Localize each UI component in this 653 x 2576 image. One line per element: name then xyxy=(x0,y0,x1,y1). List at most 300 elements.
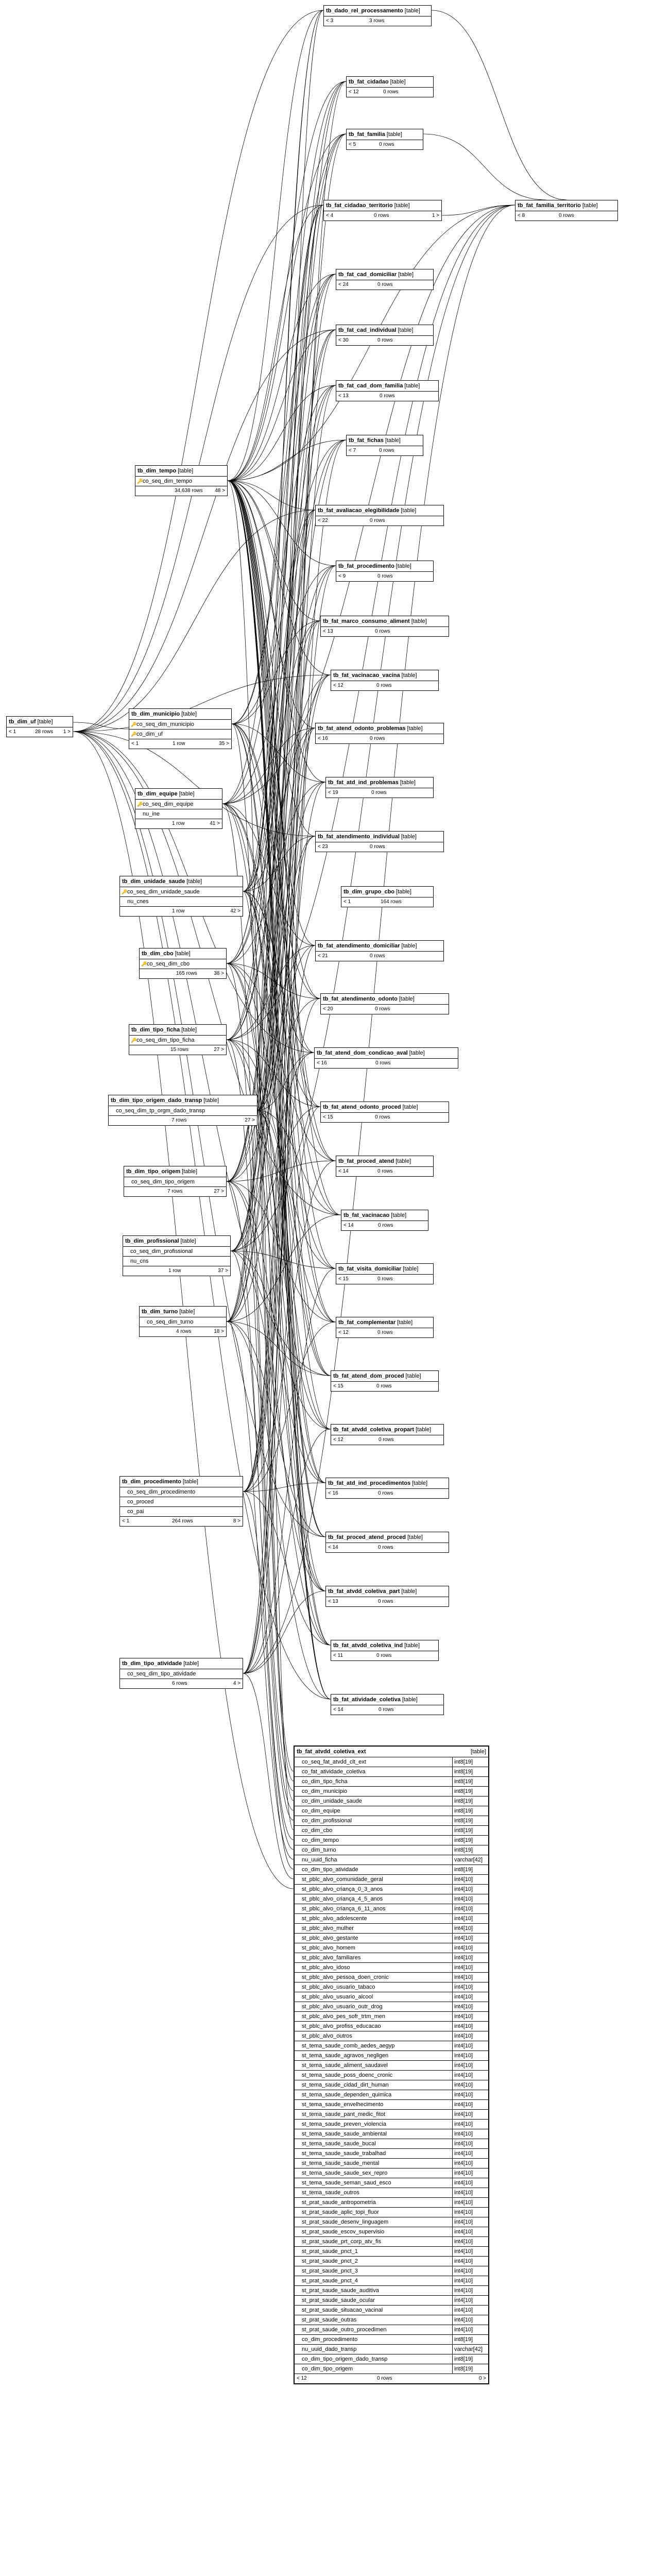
column-row[interactable] xyxy=(295,1855,488,1865)
table-name-text[interactable]: tb_fat_atvdd_coletiva_propart xyxy=(333,1427,415,1433)
column-row[interactable] xyxy=(295,1816,488,1825)
row-count: 28 rows xyxy=(35,729,54,735)
parents-count[interactable]: < 30 xyxy=(338,337,349,343)
table-name-text[interactable]: tb_fat_vacinacao_vacina xyxy=(333,672,400,679)
table-name-text[interactable]: tb_dim_equipe xyxy=(138,791,178,797)
column-row[interactable] xyxy=(135,799,222,809)
table-name[interactable] xyxy=(129,1025,226,1035)
table-name-text[interactable]: tb_fat_atendimento_individual xyxy=(318,834,400,840)
table-name[interactable] xyxy=(140,948,226,959)
column-row[interactable] xyxy=(295,2158,488,2168)
column-row[interactable] xyxy=(295,1786,488,1796)
table-name[interactable] xyxy=(336,1317,433,1328)
column-type: int4[10] xyxy=(452,2120,488,2129)
parents-count[interactable]: < 15 xyxy=(333,1383,343,1389)
row-count: 0 rows xyxy=(378,1223,393,1228)
parents-count[interactable]: < 24 xyxy=(338,282,349,287)
parents-count[interactable]: < 3 xyxy=(326,18,334,24)
table-name-text[interactable]: tb_fat_complementar xyxy=(338,1319,396,1326)
column-row[interactable] xyxy=(124,1177,226,1187)
table-name[interactable] xyxy=(315,1048,458,1058)
table-vacinacao[interactable] xyxy=(341,1210,428,1231)
column-row[interactable] xyxy=(295,1933,488,1943)
table-name-text[interactable]: tb_fat_proced_atend xyxy=(338,1158,394,1164)
table-name-text[interactable]: tb_fat_atd_ind_problemas xyxy=(328,779,399,786)
parents-count[interactable]: < 4 xyxy=(326,213,334,218)
table-proced[interactable] xyxy=(336,561,434,582)
column-row[interactable] xyxy=(295,2295,488,2305)
column-row[interactable] xyxy=(295,2266,488,2276)
parents-count[interactable]: < 13 xyxy=(323,629,333,634)
table-name[interactable] xyxy=(316,941,443,951)
table-name-text[interactable]: tb_dim_tipo_ficha xyxy=(131,1027,180,1033)
column-row[interactable] xyxy=(295,2334,488,2344)
column-row[interactable] xyxy=(295,1913,488,1923)
parents-count[interactable]: < 20 xyxy=(323,1006,333,1012)
parents-count[interactable]: < 5 xyxy=(349,142,356,147)
column-row[interactable] xyxy=(295,1835,488,1845)
table-fat-atvdd-coletiva-ext[interactable] xyxy=(294,1745,489,2384)
table-name-text[interactable]: tb_dim_tipo_origem_dado_transp xyxy=(111,1097,202,1104)
column-row[interactable] xyxy=(295,2119,488,2129)
table-aten-dom-cond[interactable] xyxy=(314,1047,458,1069)
parents-count[interactable]: < 12 xyxy=(338,1330,349,1335)
column-row[interactable] xyxy=(295,1796,488,1806)
column-name: st_tema_saude_pant_medic_fitot xyxy=(302,2111,386,2117)
table-proced-atend[interactable] xyxy=(336,1156,434,1177)
children-count[interactable]: 41 > xyxy=(210,821,220,826)
parents-count[interactable]: < 12 xyxy=(333,1437,343,1443)
parents-count[interactable]: < 19 xyxy=(328,790,338,795)
table-name[interactable] xyxy=(331,1425,443,1435)
parents-count[interactable]: < 1 xyxy=(343,899,351,905)
table-name[interactable] xyxy=(7,717,73,727)
table-atv-col-prop[interactable] xyxy=(331,1424,444,1445)
row-count: 0 rows xyxy=(379,1707,394,1713)
column-row[interactable] xyxy=(295,2188,488,2197)
column-row[interactable] xyxy=(295,2050,488,2060)
table-dim-uf[interactable] xyxy=(6,716,73,737)
children-count[interactable]: 35 > xyxy=(219,741,229,747)
column-row[interactable] xyxy=(295,1806,488,1816)
table-name-text[interactable]: tb_dim_tempo xyxy=(138,468,177,474)
table-name[interactable] xyxy=(347,77,433,87)
table-name-text[interactable]: tb_fat_atvdd_coletiva_ind xyxy=(333,1642,403,1649)
table-name[interactable] xyxy=(123,1236,230,1246)
column-name: co_seq_dim_municipio xyxy=(136,721,194,727)
children-count[interactable]: 18 > xyxy=(214,1329,224,1334)
column-row[interactable] xyxy=(120,1487,243,1497)
table-name-text[interactable]: tb_fat_atend_odonto_proced xyxy=(323,1104,401,1110)
table-name-text[interactable]: tb_fat_familia_territorio xyxy=(518,202,581,209)
table-name-text[interactable]: tb_dim_tipo_atividade xyxy=(122,1660,182,1667)
table-name[interactable] xyxy=(324,6,431,16)
table-name-text[interactable]: tb_dim_uf xyxy=(9,719,36,725)
table-name-text[interactable]: tb_fat_atend_dom_condicao_aval xyxy=(317,1050,408,1056)
children-count[interactable]: 48 > xyxy=(215,488,225,494)
table-name-text[interactable]: tb_fat_atend_odonto_problemas xyxy=(318,725,406,732)
table-name-text[interactable]: tb_dim_municipio xyxy=(131,711,180,717)
table-name[interactable] xyxy=(341,1210,428,1221)
column-row[interactable] xyxy=(295,2256,488,2266)
table-name[interactable] xyxy=(140,1307,226,1317)
column-row[interactable] xyxy=(295,2139,488,2148)
column-name: st_prat_saude_outro_procedimen xyxy=(302,2327,387,2333)
table-name[interactable] xyxy=(324,200,441,211)
column-row[interactable] xyxy=(295,2109,488,2119)
children-count[interactable]: 27 > xyxy=(245,1117,255,1123)
table-name[interactable] xyxy=(120,1658,243,1669)
column-row[interactable] xyxy=(295,2325,488,2334)
table-name[interactable] xyxy=(336,381,438,391)
column-row[interactable] xyxy=(135,809,222,819)
column-row[interactable] xyxy=(295,2207,488,2217)
children-count[interactable]: 4 > xyxy=(233,1681,240,1686)
parents-count[interactable]: < 16 xyxy=(328,1490,338,1496)
children-count[interactable]: 0 > xyxy=(478,2376,486,2381)
children-count[interactable]: 8 > xyxy=(233,1518,240,1524)
column-row[interactable] xyxy=(129,719,231,729)
column-row[interactable] xyxy=(120,896,243,906)
table-fam-terr[interactable] xyxy=(515,200,618,221)
parents-count[interactable]: < 13 xyxy=(328,1599,338,1604)
relationship-line xyxy=(243,621,320,1492)
column-name: st_tema_saude_outros xyxy=(302,2190,359,2196)
table-name-text[interactable]: tb_fat_visita_domiciliar xyxy=(338,1266,402,1272)
parents-count[interactable]: < 12 xyxy=(349,89,359,95)
column-row[interactable] xyxy=(295,1776,488,1786)
table-name-text[interactable]: tb_fat_atvdd_coletiva_ext xyxy=(297,1749,366,1755)
table-name[interactable] xyxy=(331,670,438,681)
column-row[interactable] xyxy=(295,1904,488,1913)
column-row[interactable] xyxy=(295,2364,488,2374)
parents-count[interactable]: < 14 xyxy=(343,1223,354,1228)
table-dim-tipo-origem[interactable] xyxy=(124,1166,227,1197)
column-row[interactable] xyxy=(295,1953,488,1962)
column-name: co_dim_tempo xyxy=(302,1837,339,1843)
table-name-text[interactable]: tb_fat_atd_ind_procedimentos xyxy=(328,1480,411,1486)
parents-count[interactable]: < 14 xyxy=(333,1707,343,1713)
table-name[interactable] xyxy=(135,466,227,476)
table-name-text[interactable]: tb_dado_rel_processamento xyxy=(326,8,403,14)
children-count[interactable]: 38 > xyxy=(214,971,224,976)
table-cid-terr[interactable] xyxy=(323,200,442,221)
column-row[interactable] xyxy=(295,2060,488,2070)
table-name[interactable] xyxy=(316,723,443,734)
column-row[interactable] xyxy=(120,887,243,896)
table-name[interactable] xyxy=(326,1586,449,1597)
column-row[interactable] xyxy=(120,1497,243,1506)
table-name[interactable] xyxy=(120,1477,243,1487)
row-count: 0 rows xyxy=(376,1383,392,1389)
table-name-text[interactable]: tb_fat_cad_dom_familia xyxy=(338,383,403,389)
parents-count[interactable]: < 14 xyxy=(338,1168,349,1174)
column-name: st_tema_saude_envelhecimento xyxy=(302,2102,384,2108)
table-name-text[interactable]: tb_fat_marco_consumo_aliment xyxy=(323,618,410,624)
table-type-label: [table] xyxy=(181,1027,197,1033)
key-icon: 🔑 xyxy=(131,1038,137,1043)
column-row[interactable] xyxy=(295,1972,488,1982)
children-count[interactable]: 42 > xyxy=(230,908,240,914)
table-name-text[interactable]: tb_fat_cidadao xyxy=(349,79,389,85)
table-dim-tipo-orig-dado[interactable] xyxy=(108,1095,257,1126)
parents-count[interactable]: < 1 xyxy=(131,741,139,747)
column-type: int8[19] xyxy=(452,1806,488,1816)
parents-count[interactable]: < 8 xyxy=(518,213,525,218)
column-row[interactable] xyxy=(120,1669,243,1679)
table-name[interactable] xyxy=(341,887,433,897)
table-dim-turno[interactable] xyxy=(139,1306,227,1337)
column-row[interactable] xyxy=(295,2344,488,2354)
table-name-text[interactable]: tb_fat_atendimento_domiciliar xyxy=(318,943,400,949)
table-name[interactable] xyxy=(331,1694,443,1705)
column-row[interactable] xyxy=(295,2227,488,2236)
parents-count[interactable]: < 21 xyxy=(318,953,328,959)
table-aten-odon[interactable] xyxy=(320,993,449,1014)
table-name[interactable] xyxy=(336,269,433,280)
table-name-text[interactable]: tb_dim_profissional xyxy=(125,1238,179,1244)
table-aten-ind[interactable] xyxy=(315,831,444,852)
table-name[interactable] xyxy=(316,832,443,842)
table-name[interactable] xyxy=(347,435,423,446)
column-row[interactable] xyxy=(295,1894,488,1904)
column-row[interactable] xyxy=(295,2031,488,2041)
column-row[interactable] xyxy=(295,1825,488,1835)
table-name[interactable] xyxy=(321,1102,449,1112)
column-row[interactable] xyxy=(120,1506,243,1516)
column-row[interactable] xyxy=(295,2168,488,2178)
table-name-text[interactable]: tb_dim_cbo xyxy=(142,951,174,957)
table-name-text[interactable]: tb_fat_atvdd_coletiva_part xyxy=(328,1588,400,1595)
table-name-text[interactable]: tb_fat_avaliacao_elegibilidade xyxy=(318,507,400,514)
table-name-text[interactable]: tb_fat_cidadao_territorio xyxy=(326,202,393,209)
column-row[interactable] xyxy=(295,2354,488,2364)
column-row[interactable] xyxy=(295,2090,488,2099)
table-fichas[interactable] xyxy=(346,435,423,456)
table-cidadao[interactable] xyxy=(346,76,434,97)
table-name[interactable] xyxy=(336,561,433,571)
table-dim-tipo-ficha[interactable] xyxy=(129,1024,227,1055)
table-name[interactable] xyxy=(295,1747,488,1757)
table-dim-unid[interactable] xyxy=(119,876,243,917)
parents-count[interactable]: < 13 xyxy=(338,393,349,399)
column-row[interactable] xyxy=(295,2315,488,2325)
column-row[interactable] xyxy=(295,2197,488,2207)
column-row[interactable] xyxy=(295,1757,488,1767)
table-atd-ind-prob[interactable] xyxy=(325,777,434,798)
table-dim-tipo-ativ[interactable] xyxy=(119,1658,243,1689)
column-row[interactable] xyxy=(123,1246,230,1256)
column-row[interactable] xyxy=(295,2148,488,2158)
parents-count[interactable]: < 11 xyxy=(333,1653,343,1658)
table-dado-rel[interactable] xyxy=(323,5,432,26)
table-name-text[interactable]: tb_dim_unidade_saude xyxy=(122,878,185,885)
table-marco[interactable] xyxy=(320,616,449,637)
table-cad-dom-fam[interactable] xyxy=(336,380,439,401)
table-name[interactable] xyxy=(135,789,222,799)
table-atv-col-part[interactable] xyxy=(325,1586,449,1607)
parents-count[interactable]: < 23 xyxy=(318,844,328,850)
table-name[interactable] xyxy=(326,1532,449,1543)
table-familia[interactable] xyxy=(346,129,423,150)
table-atd-ind-proced[interactable] xyxy=(325,1478,449,1499)
table-name[interactable] xyxy=(331,1640,438,1651)
table-dim-tempo[interactable] xyxy=(135,465,228,496)
column-row[interactable] xyxy=(295,2002,488,2011)
table-name[interactable] xyxy=(321,616,449,626)
children-count[interactable]: 27 > xyxy=(214,1047,224,1053)
table-cad-dom[interactable] xyxy=(336,269,434,290)
children-count[interactable]: 27 > xyxy=(214,1189,224,1194)
table-name-text[interactable]: tb_fat_vacinacao xyxy=(343,1212,390,1218)
column-row[interactable] xyxy=(140,959,226,969)
table-name[interactable] xyxy=(129,709,231,719)
table-name[interactable] xyxy=(336,1156,433,1166)
table-aval-eleg[interactable] xyxy=(315,505,444,526)
column-row[interactable] xyxy=(295,2080,488,2090)
column-row[interactable] xyxy=(295,2276,488,2285)
table-dim-mun[interactable] xyxy=(129,708,232,749)
column-row[interactable] xyxy=(295,1943,488,1953)
table-name[interactable] xyxy=(515,200,617,211)
table-visita-dom[interactable] xyxy=(336,1263,434,1284)
column-row[interactable] xyxy=(295,1884,488,1894)
column-row[interactable] xyxy=(295,2021,488,2031)
table-atv-col[interactable] xyxy=(331,1694,444,1715)
table-name[interactable] xyxy=(326,1478,449,1488)
column-name: co_dim_unidade_saude xyxy=(302,1798,362,1804)
column-row[interactable] xyxy=(295,2217,488,2227)
table-name[interactable] xyxy=(124,1166,226,1177)
parents-count[interactable]: < 12 xyxy=(333,683,343,688)
table-footer xyxy=(321,1112,449,1122)
column-row[interactable] xyxy=(295,1982,488,1992)
table-dim-cbo[interactable] xyxy=(139,948,227,979)
parents-count[interactable]: < 7 xyxy=(349,448,356,453)
column-name: co_seq_dim_profissional xyxy=(130,1248,193,1255)
table-name-text[interactable]: tb_dim_turno xyxy=(142,1309,178,1315)
table-cad-ind[interactable] xyxy=(336,325,434,346)
table-name-text[interactable]: tb_fat_cad_individual xyxy=(338,327,397,333)
column-row[interactable] xyxy=(295,1865,488,1874)
table-name-text[interactable]: tb_fat_familia xyxy=(349,131,385,138)
column-type: int8[19] xyxy=(452,1826,488,1835)
column-row[interactable] xyxy=(295,1923,488,1933)
column-row[interactable] xyxy=(295,2246,488,2256)
parents-count[interactable]: < 1 xyxy=(122,1518,130,1524)
table-dim-prof[interactable] xyxy=(123,1235,231,1276)
table-name[interactable] xyxy=(347,129,423,140)
table-name[interactable] xyxy=(336,325,433,335)
parents-count[interactable]: < 15 xyxy=(338,1276,349,1282)
table-dim-grupo-cbo[interactable] xyxy=(341,886,434,907)
table-name-text[interactable]: tb_fat_proced_atend_proced xyxy=(328,1534,406,1540)
table-name-text[interactable]: tb_dim_procedimento xyxy=(122,1479,181,1485)
parents-count[interactable]: < 22 xyxy=(318,518,328,523)
children-count[interactable]: 37 > xyxy=(218,1268,228,1274)
table-name-text[interactable]: tb_dim_grupo_cbo xyxy=(343,889,395,895)
column-row[interactable] xyxy=(295,2011,488,2021)
column-row[interactable] xyxy=(295,2070,488,2080)
column-row[interactable] xyxy=(135,476,227,486)
parents-count[interactable]: < 15 xyxy=(323,1114,333,1120)
children-count[interactable]: 1 > xyxy=(63,729,71,735)
column-row[interactable] xyxy=(295,1992,488,2002)
table-name[interactable] xyxy=(109,1095,257,1106)
table-name[interactable] xyxy=(316,505,443,516)
table-name-text[interactable]: tb_fat_fichas xyxy=(349,437,384,444)
parents-count[interactable]: < 1 xyxy=(9,729,16,735)
column-type: int4[10] xyxy=(452,2159,488,2168)
parents-count[interactable]: < 16 xyxy=(318,736,328,741)
column-type: int8[19] xyxy=(452,2364,488,2374)
parents-count[interactable]: < 14 xyxy=(328,1545,338,1550)
table-name-text[interactable]: tb_fat_procedimento xyxy=(338,563,394,569)
table-vac-vac[interactable] xyxy=(331,670,439,691)
column-row[interactable] xyxy=(123,1256,230,1266)
table-complementar[interactable] xyxy=(336,1317,434,1338)
table-name-text[interactable]: tb_fat_cad_domiciliar xyxy=(338,272,397,278)
table-aten-dom-proced[interactable] xyxy=(331,1370,439,1392)
column-row[interactable] xyxy=(129,729,231,739)
table-dim-proced[interactable] xyxy=(119,1476,243,1527)
table-proced-atend-proced[interactable] xyxy=(325,1532,449,1553)
table-atv-col-ind[interactable] xyxy=(331,1640,439,1661)
column-row[interactable] xyxy=(295,1874,488,1884)
relationship-line xyxy=(227,81,346,1040)
column-row[interactable] xyxy=(295,2099,488,2109)
table-name-text[interactable]: tb_fat_atend_dom_proced xyxy=(333,1373,404,1379)
table-footer xyxy=(120,1679,243,1688)
column-row[interactable] xyxy=(140,1317,226,1327)
column-row[interactable] xyxy=(295,1845,488,1855)
column-row[interactable] xyxy=(295,2236,488,2246)
table-name-text[interactable]: tb_fat_atividade_coletiva xyxy=(333,1697,401,1703)
table-type-label: [table] xyxy=(407,725,423,732)
column-row[interactable] xyxy=(295,2305,488,2315)
column-name: st_tema_saude_seman_saud_esco xyxy=(302,2180,391,2186)
table-name[interactable] xyxy=(326,777,433,788)
table-name[interactable] xyxy=(321,994,449,1004)
table-name-text[interactable]: tb_fat_atendimento_odonto xyxy=(323,996,398,1002)
column-name: st_pblc_alvo_adolescente xyxy=(302,1916,367,1922)
column-row[interactable] xyxy=(129,1035,226,1045)
column-row[interactable] xyxy=(295,2129,488,2139)
table-aten-dom[interactable] xyxy=(315,940,444,961)
table-name[interactable] xyxy=(331,1371,438,1381)
parents-count[interactable]: < 12 xyxy=(297,2376,307,2381)
table-footer xyxy=(341,897,433,907)
column-row[interactable] xyxy=(109,1106,257,1115)
column-name: nu_cns xyxy=(130,1258,149,1264)
table-name[interactable] xyxy=(336,1264,433,1274)
column-row[interactable] xyxy=(295,1962,488,1972)
table-name-text[interactable]: tb_dim_tipo_origem xyxy=(126,1168,181,1175)
column-row[interactable] xyxy=(295,2285,488,2295)
column-row[interactable] xyxy=(295,1767,488,1776)
table-name[interactable] xyxy=(120,876,243,887)
table-aten-odon-prob[interactable] xyxy=(315,723,444,744)
column-row[interactable] xyxy=(295,2178,488,2188)
column-type: int4[10] xyxy=(452,2257,488,2266)
table-dim-equipe[interactable] xyxy=(135,788,222,829)
parents-count[interactable]: < 9 xyxy=(338,573,346,579)
column-type: int4[10] xyxy=(452,2325,488,2334)
children-count[interactable]: 1 > xyxy=(432,213,439,218)
parents-count[interactable]: < 16 xyxy=(317,1060,327,1066)
column-row[interactable] xyxy=(295,2041,488,2050)
table-aten-odon-proced[interactable] xyxy=(320,1101,449,1123)
